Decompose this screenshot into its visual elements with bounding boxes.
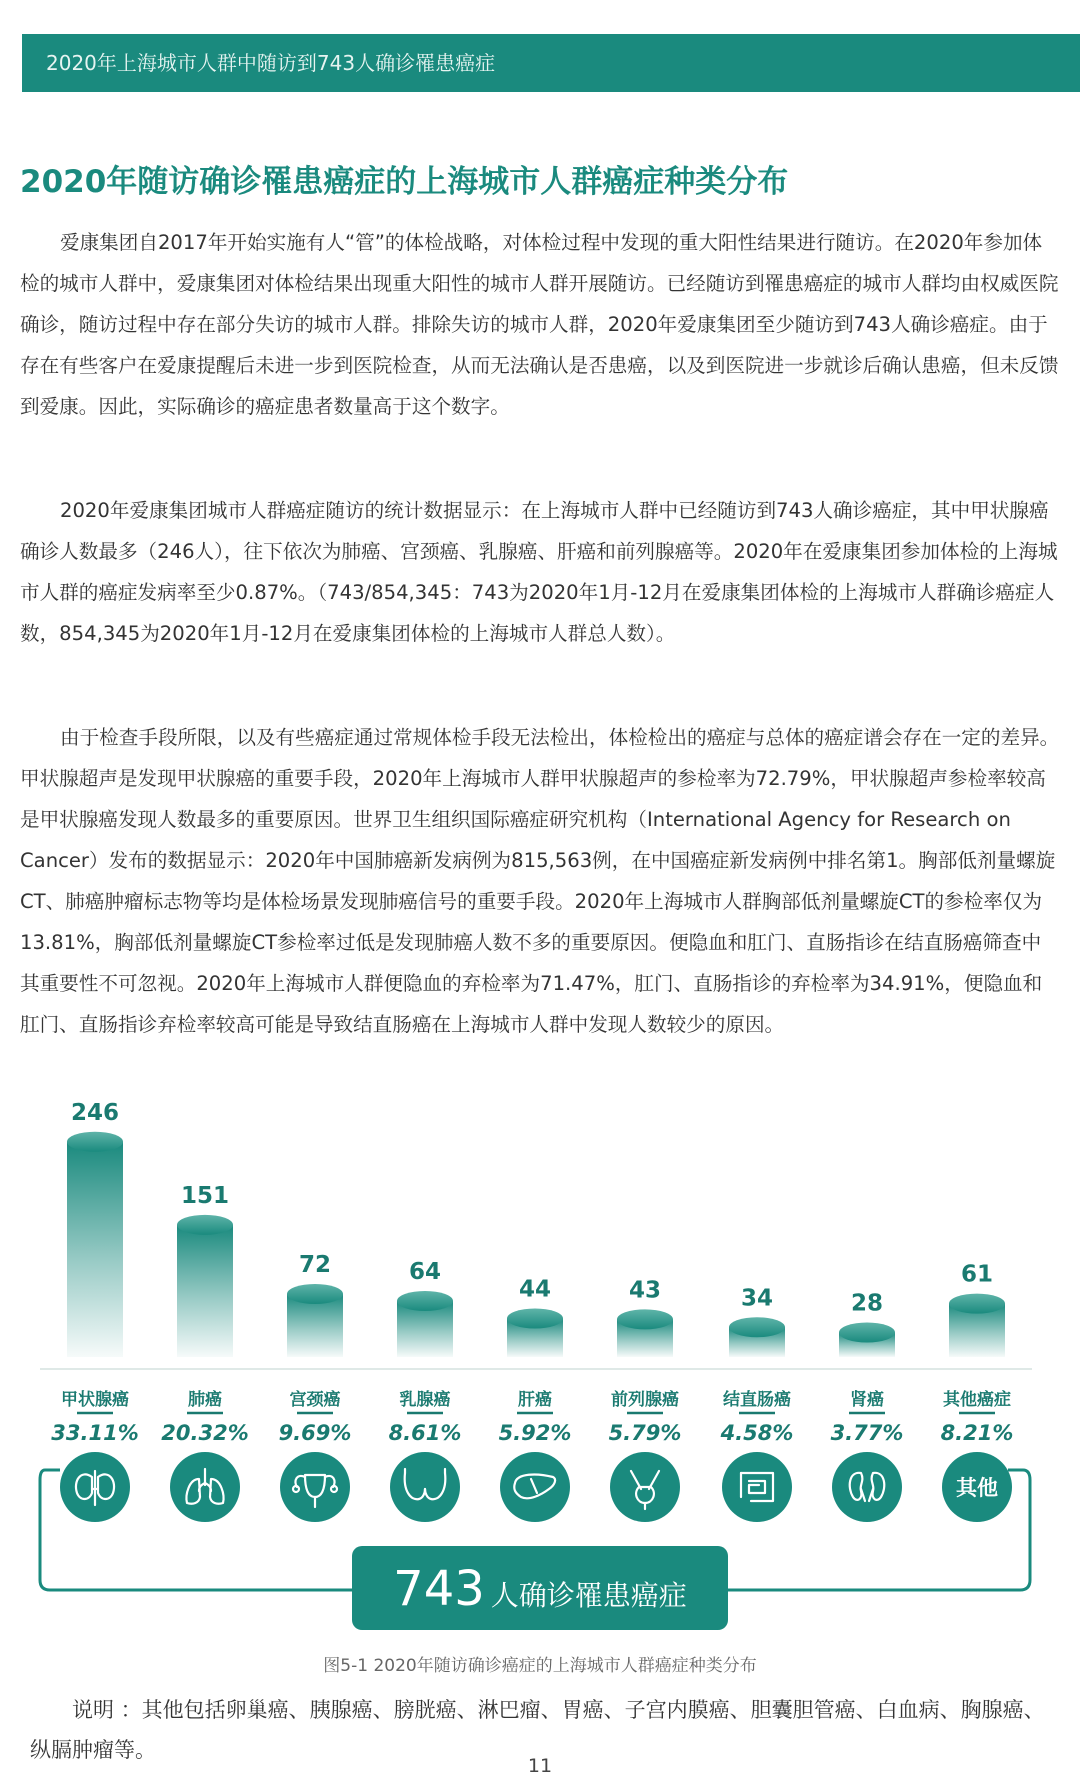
category-label-7: 肾癌 [850, 1390, 884, 1410]
percentage-label-3: 8.61% [388, 1421, 462, 1445]
value-label-3: 64 [408, 1259, 442, 1285]
percentage-label-1: 20.32% [161, 1421, 249, 1445]
value-label-8: 61 [960, 1261, 994, 1288]
total-label: 人确诊罹患癌症 [490, 1579, 687, 1612]
percentage-label-6: 4.58% [720, 1421, 794, 1445]
category-label-5: 前列腺癌 [611, 1390, 679, 1410]
value-label-1: 151 [180, 1182, 230, 1209]
total-number: 743 [393, 1561, 485, 1617]
bar-top-6 [729, 1317, 785, 1337]
bar-0 [67, 1142, 123, 1357]
paragraph-3-text: 由于检查手段所限，以及有些癌症通过常规体检手段无法检出，体检检出的癌症与总体的癌症谱会存在一定的差异。甲状腺超声是发现甲状腺癌的重要手段，2020年上海城市人群甲状腺超声的参检率为72.79%，甲状腺超声参检率较高是甲状腺癌发现人数最多的重要原因。世界卫生组织国际癌症研究机构（International Agency for Research on Cancer）发布的数据显示：2020年中国肺癌新发病例为815,563例，在中国癌症新发病例中排名第1。胸部低剂量螺旋CT、肺癌肿瘤标志物等均是体检场景发现肺癌信号的重要手段。2020年上海城市人群胸部低剂量螺旋CT的参检率仅为13.81%，胸部低剂量螺旋CT参检率过低是发现肺癌人数不多的重要原因。便隐血和肛门、直肠指诊在结直肠癌筛查中其重要性不可忽视。2020年上海城市人群便隐血的弃检率为71.47%，肛门、直肠指诊的弃检率为34.91%，便隐血和肛门、直肠指诊弃检率较高可能是导致结直肠癌在上海城市人群中发现人数较少的原因。 [20, 726, 1060, 1036]
section-title: 2020年随访确诊罹患癌症的上海城市人群癌症种类分布 [20, 164, 789, 200]
figure-note-text: 说明 ：其他包括卵巢癌、胰腺癌、膀胱癌、淋巴瘤、胃癌、子宫内膜癌、胆囊胆管癌、白血病、胸腺癌、纵膈肿瘤等。 [30, 1698, 1045, 1762]
category-label-0: 甲状腺癌 [61, 1390, 129, 1410]
percentage-label-4: 5.92% [498, 1421, 572, 1445]
value-label-2: 72 [298, 1252, 332, 1278]
header-title: 2020年上海城市人群中随访到743人确诊罹患癌症 [46, 51, 496, 75]
value-label-7: 28 [850, 1290, 884, 1317]
icon-circle-7 [832, 1452, 902, 1522]
figure-caption: 图5-1 2020年随访确诊癌症的上海城市人群癌症种类分布 [323, 1656, 757, 1676]
percentage-label-5: 5.79% [608, 1421, 682, 1445]
category-label-6: 结直肠癌 [723, 1390, 791, 1410]
icon-circle-1 [170, 1452, 240, 1522]
icon-circle-3 [390, 1452, 460, 1522]
value-label-6: 34 [740, 1285, 774, 1312]
other-icon-label: 其他 [956, 1476, 998, 1500]
category-label-2: 宫颈癌 [289, 1390, 341, 1410]
paragraph-2-text: 2020年爱康集团城市人群癌症随访的统计数据显示：在上海城市人群中已经随访到743人确诊癌症，其中甲状腺癌确诊人数最多（246人），往下依次为肺癌、宫颈癌、乳腺癌、肝癌和前列腺癌等。2020年在爱康集团参加体检的上海城市人群的癌症发病率至少0.87%。（743/854,345：743为2020年1月-12月在爱康集团体检的上海城市人群确诊癌症人数，854,345为2020年1月-12月在爱康集团体检的上海城市人群总人数）。 [20, 499, 1058, 645]
category-label-8: 其他癌症 [943, 1390, 1011, 1410]
bar-top-8 [949, 1294, 1005, 1314]
bar-top-3 [397, 1291, 453, 1311]
percentage-label-2: 9.69% [278, 1421, 352, 1445]
bar-top-2 [287, 1284, 343, 1304]
page-number: 11 [527, 1755, 553, 1777]
percentage-label-8: 8.21% [940, 1421, 1014, 1445]
bar-top-1 [177, 1215, 233, 1235]
icon-circle-6 [722, 1452, 792, 1522]
category-label-1: 肺癌 [188, 1390, 222, 1410]
bar-top-5 [617, 1309, 673, 1329]
category-label-4: 肝癌 [518, 1390, 552, 1410]
bar-top-0 [67, 1132, 123, 1152]
value-label-0: 246 [70, 1099, 120, 1126]
percentage-label-0: 33.11% [51, 1421, 139, 1445]
value-label-4: 44 [518, 1276, 552, 1303]
category-label-3: 乳腺癌 [399, 1390, 451, 1410]
bar-top-4 [507, 1309, 563, 1329]
value-label-5: 43 [628, 1277, 662, 1304]
icon-circle-2 [280, 1452, 350, 1522]
bar-top-7 [839, 1323, 895, 1343]
bar-1 [177, 1225, 233, 1357]
percentage-label-7: 3.77% [830, 1421, 904, 1445]
paragraph-1-text: 爱康集团自2017年开始实施有人“管”的体检战略，对体检过程中发现的重大阳性结果进行随访。在2020年参加体检的城市人群中，爱康集团对体检结果出现重大阳性的城市人群开展随访。已经随访到罹患癌症的城市人群均由权威医院确诊，随访过程中存在部分失访的城市人群。排除失访的城市人群，2020年爱康集团至少随访到743人确诊癌症。由于存在有些客户在爱康提醒后未进一步到医院检查，从而无法确认是否患癌，以及到医院进一步就诊后确认患癌，但未反馈到爱康。因此，实际确诊的癌症患者数量高于这个数字。 [20, 231, 1059, 418]
